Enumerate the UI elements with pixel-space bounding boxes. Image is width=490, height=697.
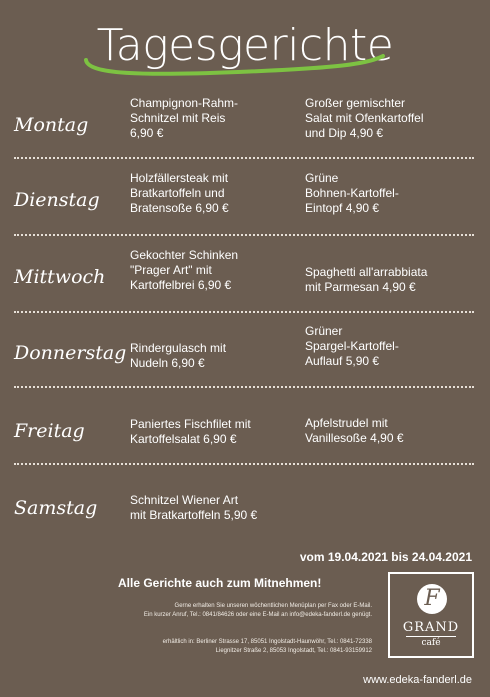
- day-label: Samstag: [14, 497, 98, 519]
- page-title: Tagesgerichte: [96, 20, 394, 71]
- dish-1: Gekochter Schinken "Prager Art" mit Kartoffelbrei 6,90 €: [130, 248, 239, 292]
- day-label: Freitag: [14, 420, 85, 442]
- dish-2: Grüner Spargel-Kartoffel- Auflauf 5,90 €: [305, 324, 399, 368]
- dish-2: Grüne Bohnen-Kartoffel- Eintopf 4,90 €: [305, 171, 399, 215]
- logo-name: GRAND: [402, 620, 460, 635]
- divider: [14, 234, 474, 236]
- day-label: Donnerstag: [14, 342, 127, 364]
- title-underline-swoosh: [78, 52, 388, 82]
- website-link[interactable]: www.edeka-fanderl.de: [363, 674, 472, 686]
- info-line-2: Ein kurzer Anruf, Tel.: 0841/84626 oder eine E-Mail an info@edeka-fanderl.de genügt.: [143, 612, 372, 618]
- dish-1: Champignon-Rahm- Schnitzel mit Reis 6,90 €: [130, 96, 239, 140]
- logo-sub: café: [421, 638, 441, 648]
- grand-cafe-logo: [388, 572, 474, 658]
- address-line-2: Liegnitzer Straße 2, 85053 Ingolstadt, Tel.: 0841-93159912: [215, 648, 372, 654]
- day-label: Dienstag: [14, 189, 100, 211]
- divider: [14, 386, 474, 388]
- dish-1: Paniertes Fischfilet mit Kartoffelsalat 6,90 €: [130, 417, 251, 446]
- dish-1: Schnitzel Wiener Art mit Bratkartoffeln 5,90 €: [130, 493, 258, 522]
- dish-2: Spaghetti all'arrabbiata mit Parmesan 4,90 €: [305, 265, 428, 294]
- dish-2: Apfelstrudel mit Vanillesoße 4,90 €: [305, 416, 404, 445]
- info-line-1: Gerne erhalten Sie unseren wöchentlichen Menüplan per Fax oder E-Mail.: [174, 603, 372, 609]
- day-label: Montag: [14, 114, 89, 136]
- logo-divider: [406, 636, 456, 637]
- divider: [14, 463, 474, 465]
- divider: [14, 157, 474, 159]
- logo-letter: F: [417, 584, 447, 614]
- dish-2: Großer gemischter Salat mit Ofenkartoffel und Dip 4,90 €: [305, 96, 424, 140]
- takeaway-note: Alle Gerichte auch zum Mitnehmen!: [118, 576, 322, 590]
- divider: [14, 311, 474, 313]
- dish-1: Rindergulasch mit Nudeln 6,90 €: [130, 341, 227, 370]
- address-line-1: erhältlich in: Berliner Strasse 17, 85051 Ingolstadt-Haunwöhr, Tel.: 0841-72338: [162, 639, 372, 645]
- dish-1: Holzfällersteak mit Bratkartoffeln und Bratensoße 6,90 €: [130, 171, 229, 215]
- date-range: vom 19.04.2021 bis 24.04.2021: [299, 550, 472, 564]
- day-label: Mittwoch: [14, 266, 106, 288]
